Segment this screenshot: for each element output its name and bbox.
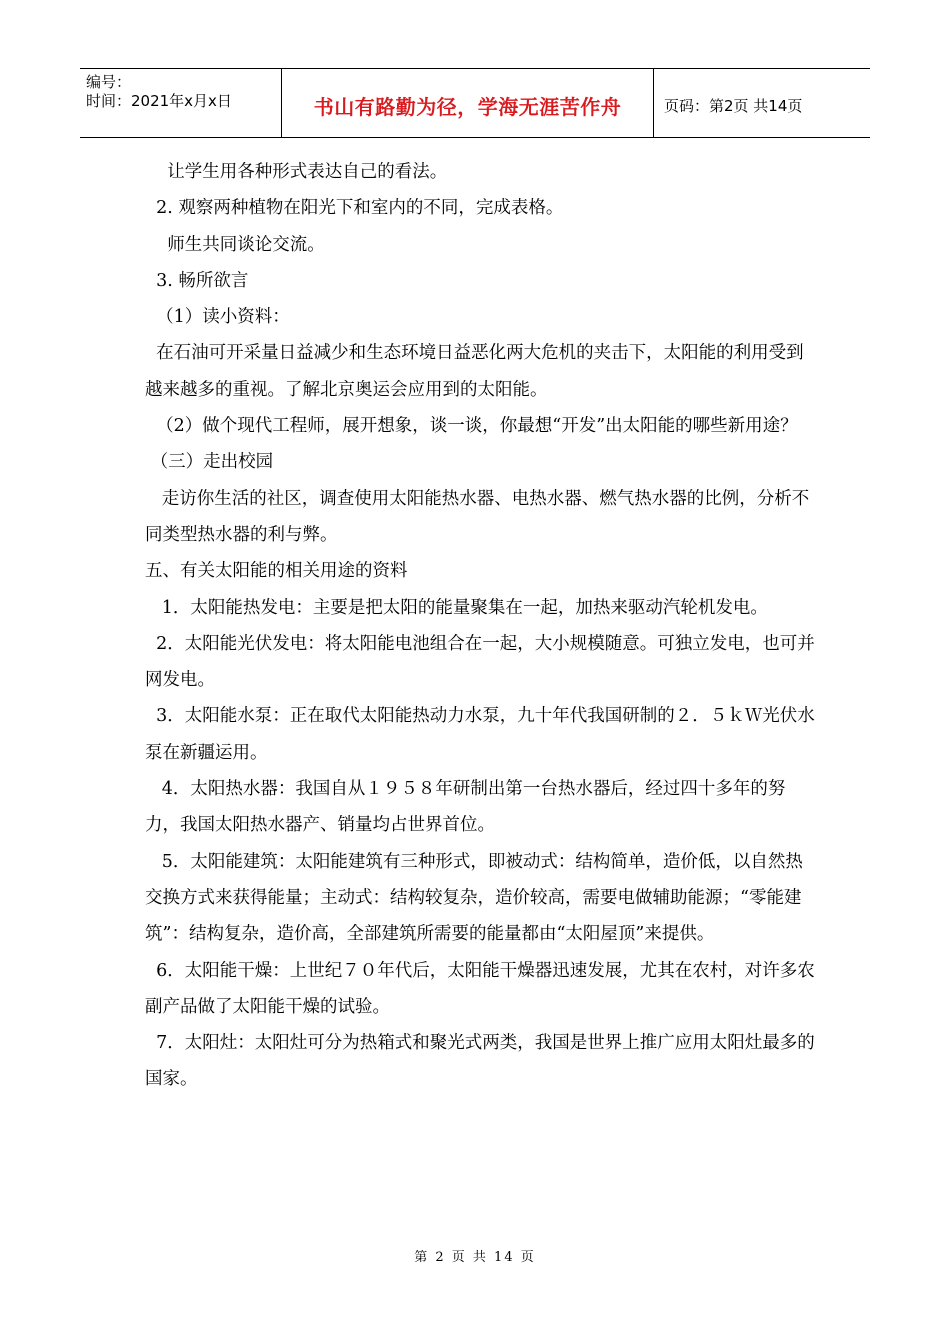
list-item: 4．太阳热水器：我国自从１９５８年研制出第一台热水器后，经过四十多年的努力，我国太阳热水器产、销量均占世界首位。 (145, 779, 786, 836)
section-heading: 五、有关太阳能的相关用途的资料 (145, 561, 408, 582)
header-page-info (654, 69, 870, 137)
list-item: 6．太阳能干燥：上世纪７０年代后，太阳能干燥器迅速发展，尤其在农村，对许多农副产品做了太阳能干燥的试验。 (145, 960, 815, 1017)
number-label: 编号： (86, 73, 132, 91)
header-motto-cell (281, 69, 654, 137)
list-item: 5．太阳能建筑：太阳能建筑有三种形式，即被动式：结构简单，造价低，以自然热交换方式来获得能量；主动式：结构较复杂，造价较高，需要电做辅助能源；“零能建筑”：结构复杂，造价高，全部建筑所需要的能量都由“太阳屋顶”来提供。 (145, 851, 803, 945)
footer-page-number: 第 2 页 共 14 页 (414, 1250, 536, 1265)
paragraph: （1）读小资料： (145, 307, 290, 328)
page-header (80, 68, 870, 138)
list-item: 7．太阳灶：太阳灶可分为热箱式和聚光式两类，我国是世界上推广应用太阳灶最多的国家。 (145, 1033, 815, 1090)
paragraph: 让学生用各种形式表达自己的看法。 (145, 162, 448, 182)
list-item: 1．太阳能热发电：主要是把太阳的能量聚集在一起，加热来驱动汽轮机发电。 (145, 597, 768, 618)
paragraph: 3. 畅所欲言 (145, 270, 249, 291)
page-info-text: 页码：第2页 共14页 (664, 96, 803, 115)
paragraph: 2. 观察两种植物在阳光下和室内的不同，完成表格。 (145, 198, 564, 219)
page-footer (0, 1246, 950, 1265)
paragraph: （2）做个现代工程师，展开想象，谈一谈，你最想“开发”出太阳能的哪些新用途？ (145, 416, 798, 437)
time-label: 时间：2021年x月x日 (86, 92, 232, 110)
list-item: 2．太阳能光伏发电：将太阳能电池组合在一起，大小规模随意。可独立发电，也可并网发电。 (145, 633, 815, 691)
section-heading: （三）走出校园 (145, 452, 274, 473)
header-meta (80, 69, 281, 137)
paragraph: 走访你生活的社区，调查使用太阳能热水器、电热水器、燃气热水器的比例，分析不同类型热水器的利与弊。 (145, 488, 810, 545)
paragraph: 在石油可开采量日益减少和生态环境日益恶化两大危机的夹击下，太阳能的利用受到越来越多的重视。了解北京奥运会应用到的太阳能。 (145, 343, 804, 400)
motto-text: 书山有路勤为径，学海无涯苦作舟 (313, 94, 622, 119)
paragraph: 师生共同谈论交流。 (145, 234, 325, 255)
list-item: 3．太阳能水泵：正在取代太阳能热动力水泵，九十年代我国研制的２．５ｋＷ光伏水泵在新疆运用。 (145, 706, 815, 763)
document-body (145, 154, 815, 1098)
